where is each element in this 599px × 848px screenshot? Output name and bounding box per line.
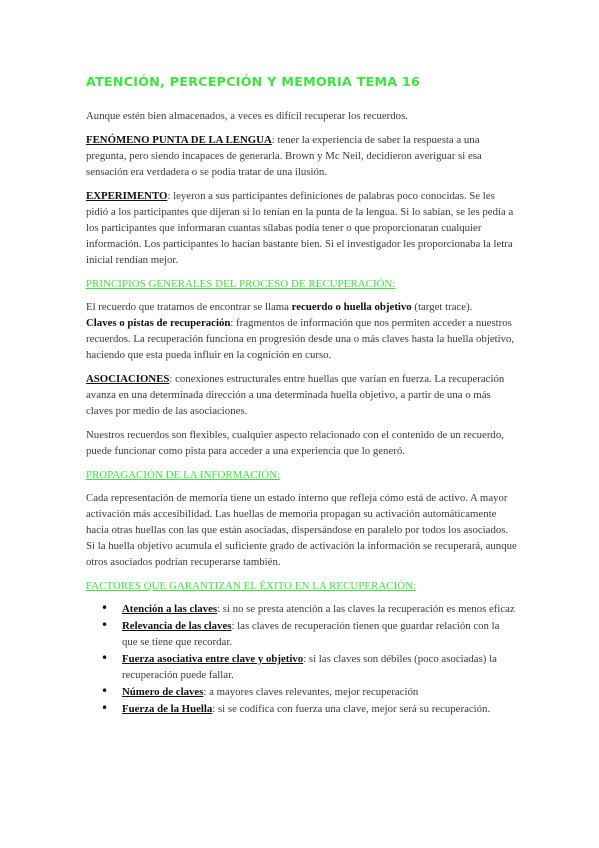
claves-paragraph bbox=[86, 315, 517, 363]
factor-text: : las claves de recuperación tienen que guardar relación con la que se tiene que recordar. bbox=[122, 620, 500, 648]
list-item bbox=[101, 618, 517, 650]
experimento-term: EXPERIMENTO bbox=[86, 190, 168, 202]
asociaciones-term: ASOCIACIONES bbox=[86, 373, 170, 385]
fenomeno-paragraph bbox=[86, 132, 517, 180]
list-item bbox=[101, 601, 517, 617]
factor-text: : si las claves son débiles (poco asociadas) la recuperación puede fallar. bbox=[122, 653, 497, 681]
claves-text: : fragmentos de información que nos permiten acceder a nuestros recuerdos. La recuperación funciona en progresión desde una o más claves hasta la huella objetivo, haciendo que esta pueda influir en la cognición en curso. bbox=[86, 317, 515, 361]
list-item bbox=[101, 684, 517, 700]
fenomeno-text: : tener la experiencia de saber la respuesta a una pregunta, pero siendo incapaces de generarla. Brown y Mc Neil, decidieron averiguar si esa sensación era verdadera o se podía tratar de una ilusión. bbox=[86, 134, 482, 178]
section-heading-factores: FACTORES QUE GARANTIZAN EL ÉXITO EN LA RECUPERACIÓN: bbox=[86, 580, 417, 592]
asociaciones-paragraph bbox=[86, 371, 517, 419]
factores-list bbox=[86, 601, 517, 717]
factor-text: : si no se presta atención a las claves la recuperación es menos eficaz bbox=[217, 603, 515, 615]
factor-text: : a mayores claves relevantes, mejor recuperación bbox=[203, 686, 419, 698]
bullet-icon: • bbox=[101, 701, 109, 715]
recuerdo-paragraph bbox=[86, 299, 517, 315]
recuerdo-term: recuerdo o huella objetivo bbox=[291, 301, 412, 313]
bullet-icon: • bbox=[101, 601, 109, 615]
recuerdo-post: (target trace). bbox=[411, 301, 473, 313]
flexibles-paragraph: Nuestros recuerdos son flexibles, cualquier aspecto relacionado con el contenido de un recuerdo, puede funcionar como pista para acceder a una experiencia que lo generó. bbox=[86, 429, 504, 457]
factor-term: Número de claves bbox=[122, 686, 204, 698]
propagacion-paragraph: Cada representación de memoria tiene un estado interno que refleja cómo está de activo. A mayor activación más accesibilidad. Las huellas de memoria propagan su activación automáticamente hacia otras huellas con las que están asociadas, dispersándose en paralelo por todos los asociados. Si la huella objetivo acumula el suficiente grado de activación la información se recuperará, aunque otros asociados podrían recuperarse también. bbox=[86, 492, 517, 568]
asociaciones-text: : conexiones estructurales entre huellas que varían en fuerza. La recuperación avanza en una determinada dirección a una determinada huella objetivo, a partir de una o más claves por medio de las asociaciones. bbox=[86, 373, 505, 417]
factor-term: Fuerza de la Huella bbox=[122, 703, 213, 715]
factor-text: : si se codifica con fuerza una clave, mejor será su recuperación. bbox=[212, 703, 491, 715]
section-heading-principios: PRINCIPIOS GENERALES DEL PROCESO DE RECUPERACIÓN: bbox=[86, 278, 396, 290]
bullet-icon: • bbox=[101, 651, 109, 665]
experimento-paragraph bbox=[86, 188, 517, 268]
fenomeno-term: FENÓMENO PUNTA DE LA LENGUA bbox=[86, 134, 272, 146]
section-heading-propagacion: PROPAGACIÓN DE LA INFORMACIÓN: bbox=[86, 469, 281, 481]
claves-term: Claves o pistas de recuperación bbox=[86, 317, 231, 329]
list-item bbox=[101, 651, 517, 683]
bullet-icon: • bbox=[101, 684, 109, 698]
factor-term: Relevancia de las claves bbox=[122, 620, 232, 632]
factor-term: Fuerza asociativa entre clave y objetivo bbox=[122, 653, 304, 665]
experimento-text: : leyeron a sus participantes definiciones de palabras poco conocidas. Se les pidió a los participantes que dijeran si lo tenían en la punta de la lengua. Si lo sabían, se les pedía a los participantes que informaran cuantas sílabas podía tener o que proporcionaran cualquier información. Los participantes lo hacían bastante bien. Si el investigador les proporcionaba la letra inicial rendían mejor. bbox=[86, 190, 514, 266]
factor-term: Atención a las claves bbox=[122, 603, 218, 615]
bullet-icon: • bbox=[101, 618, 109, 632]
list-item bbox=[101, 701, 517, 717]
intro-paragraph: Aunque estén bien almacenados, a veces es difícil recuperar los recuerdos. bbox=[86, 110, 408, 122]
document-title: ATENCIÓN, PERCEPCIÓN Y MEMORIA TEMA 16 bbox=[86, 74, 421, 89]
recuerdo-pre: El recuerdo que tratamos de encontrar se llama bbox=[86, 301, 292, 313]
